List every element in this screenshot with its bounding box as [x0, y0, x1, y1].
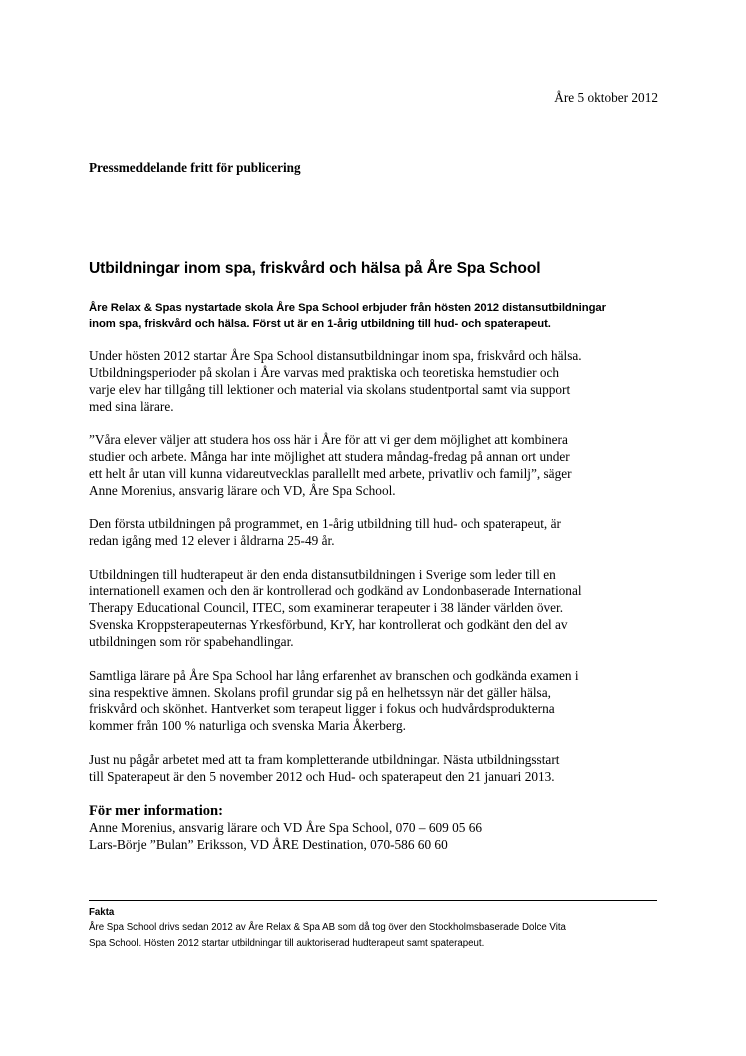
contact-line: Anne Morenius, ansvarig lärare och VD Åre Spa School, 070 – 609 05 66 [89, 820, 483, 835]
body-line: varje elev har tillgång till lektioner och material via skolans studentportal samt via support [89, 381, 571, 397]
body-line: med sina lärare. [89, 398, 174, 414]
body-paragraph [89, 432, 679, 500]
footer-divider [89, 900, 657, 901]
lead-line: inom spa, friskvård och hälsa. Först ut är en 1-årig utbildning till hud- och spaterapeut. [89, 318, 551, 331]
body-line: ”Våra elever väljer att studera hos oss här i Åre för att vi ger dem möjlighet att kombinera [89, 432, 568, 448]
body-line: studier och arbete. Många har inte möjlighet att studera måndag-fredag på annan ort under [89, 449, 570, 465]
article-body [89, 348, 679, 802]
contact-section [89, 803, 679, 854]
lead-line: Åre Relax & Spas nystartade skola Åre Spa School erbjuder från hösten 2012 distansutbildningar [89, 302, 606, 314]
body-paragraph [89, 516, 679, 550]
body-line: Anne Morenius, ansvarig lärare och VD, Åre Spa School. [89, 482, 396, 498]
body-line: friskvård och skönhet. Hantverket som terapeut ligger i fokus och hudvårdsprodukterna [89, 701, 555, 717]
press-release-label: Pressmeddelande fritt för publicering [89, 160, 301, 175]
contact-line: Lars-Börje ”Bulan” Eriksson, VD ÅRE Destination, 070-586 60 60 [89, 836, 448, 852]
body-line: sina respektive ämnen. Skolans profil grundar sig på en helhetssyn när det gäller hälsa, [89, 684, 551, 700]
body-line: Utbildningsperioder på skolan i Åre varvas med praktiska och teoretiska hemstudier och [89, 364, 560, 380]
body-paragraph [89, 348, 679, 416]
body-line: Therapy Educational Council, ITEC, som examinerar terapeuter i 38 länder världen över. [89, 600, 564, 616]
body-line: ett helt år utan vill kunna vidareutvecklas parallellt med arbete, privatliv och familj”, säger [89, 465, 572, 481]
article-lead [89, 300, 669, 333]
body-line: redan igång med 12 elever i åldrarna 25-49 år. [89, 533, 335, 549]
fakta-section [89, 905, 669, 951]
body-paragraph [89, 567, 679, 652]
body-line: Samtliga lärare på Åre Spa School har lång erfarenhet av branschen och godkända examen i [89, 667, 579, 683]
fakta-line: Åre Spa School drivs sedan 2012 av Åre Relax & Spa AB som då tog över den Stockholmsbaserade Dolce Vita [89, 922, 566, 934]
body-paragraph [89, 752, 679, 786]
body-line: Utbildningen till hudterapeut är den enda distansutbildningen i Sverige som leder till en [89, 566, 556, 582]
body-line: Svenska Kroppsterapeuternas Yrkesförbund, KrY, har kontrollerat och godkänt den del av [89, 617, 568, 633]
body-line: Den första utbildningen på programmet, en 1-årig utbildning till hud- och spaterapeut, är [89, 516, 561, 532]
fakta-line: Spa School. Hösten 2012 startar utbildningar till auktoriserad hudterapeut samt spaterapeut. [89, 937, 485, 949]
body-line: Just nu pågår arbetet med att ta fram kompletterande utbildningar. Nästa utbildningsstart [89, 751, 560, 767]
body-line: Under hösten 2012 startar Åre Spa School distansutbildningar inom spa, friskvård och hälsa. [89, 348, 582, 363]
body-line: kommer från 100 % naturliga och svenska Maria Åkerberg. [89, 718, 406, 734]
body-line: internationell examen och den är kontrollerad och godkänd av Londonbaserade International [89, 583, 582, 599]
body-line: utbildningen som rör spabehandlingar. [89, 634, 294, 650]
contact-title: För mer information: [89, 803, 224, 819]
release-date: Åre 5 oktober 2012 [554, 90, 658, 105]
article-headline: Utbildningar inom spa, friskvård och hälsa på Åre Spa School [89, 260, 541, 277]
body-line: till Spaterapeut är den 5 november 2012 och Hud- och spaterapeut den 21 januari 2013. [89, 768, 555, 784]
fakta-title: Fakta [89, 907, 115, 918]
body-paragraph [89, 668, 679, 736]
